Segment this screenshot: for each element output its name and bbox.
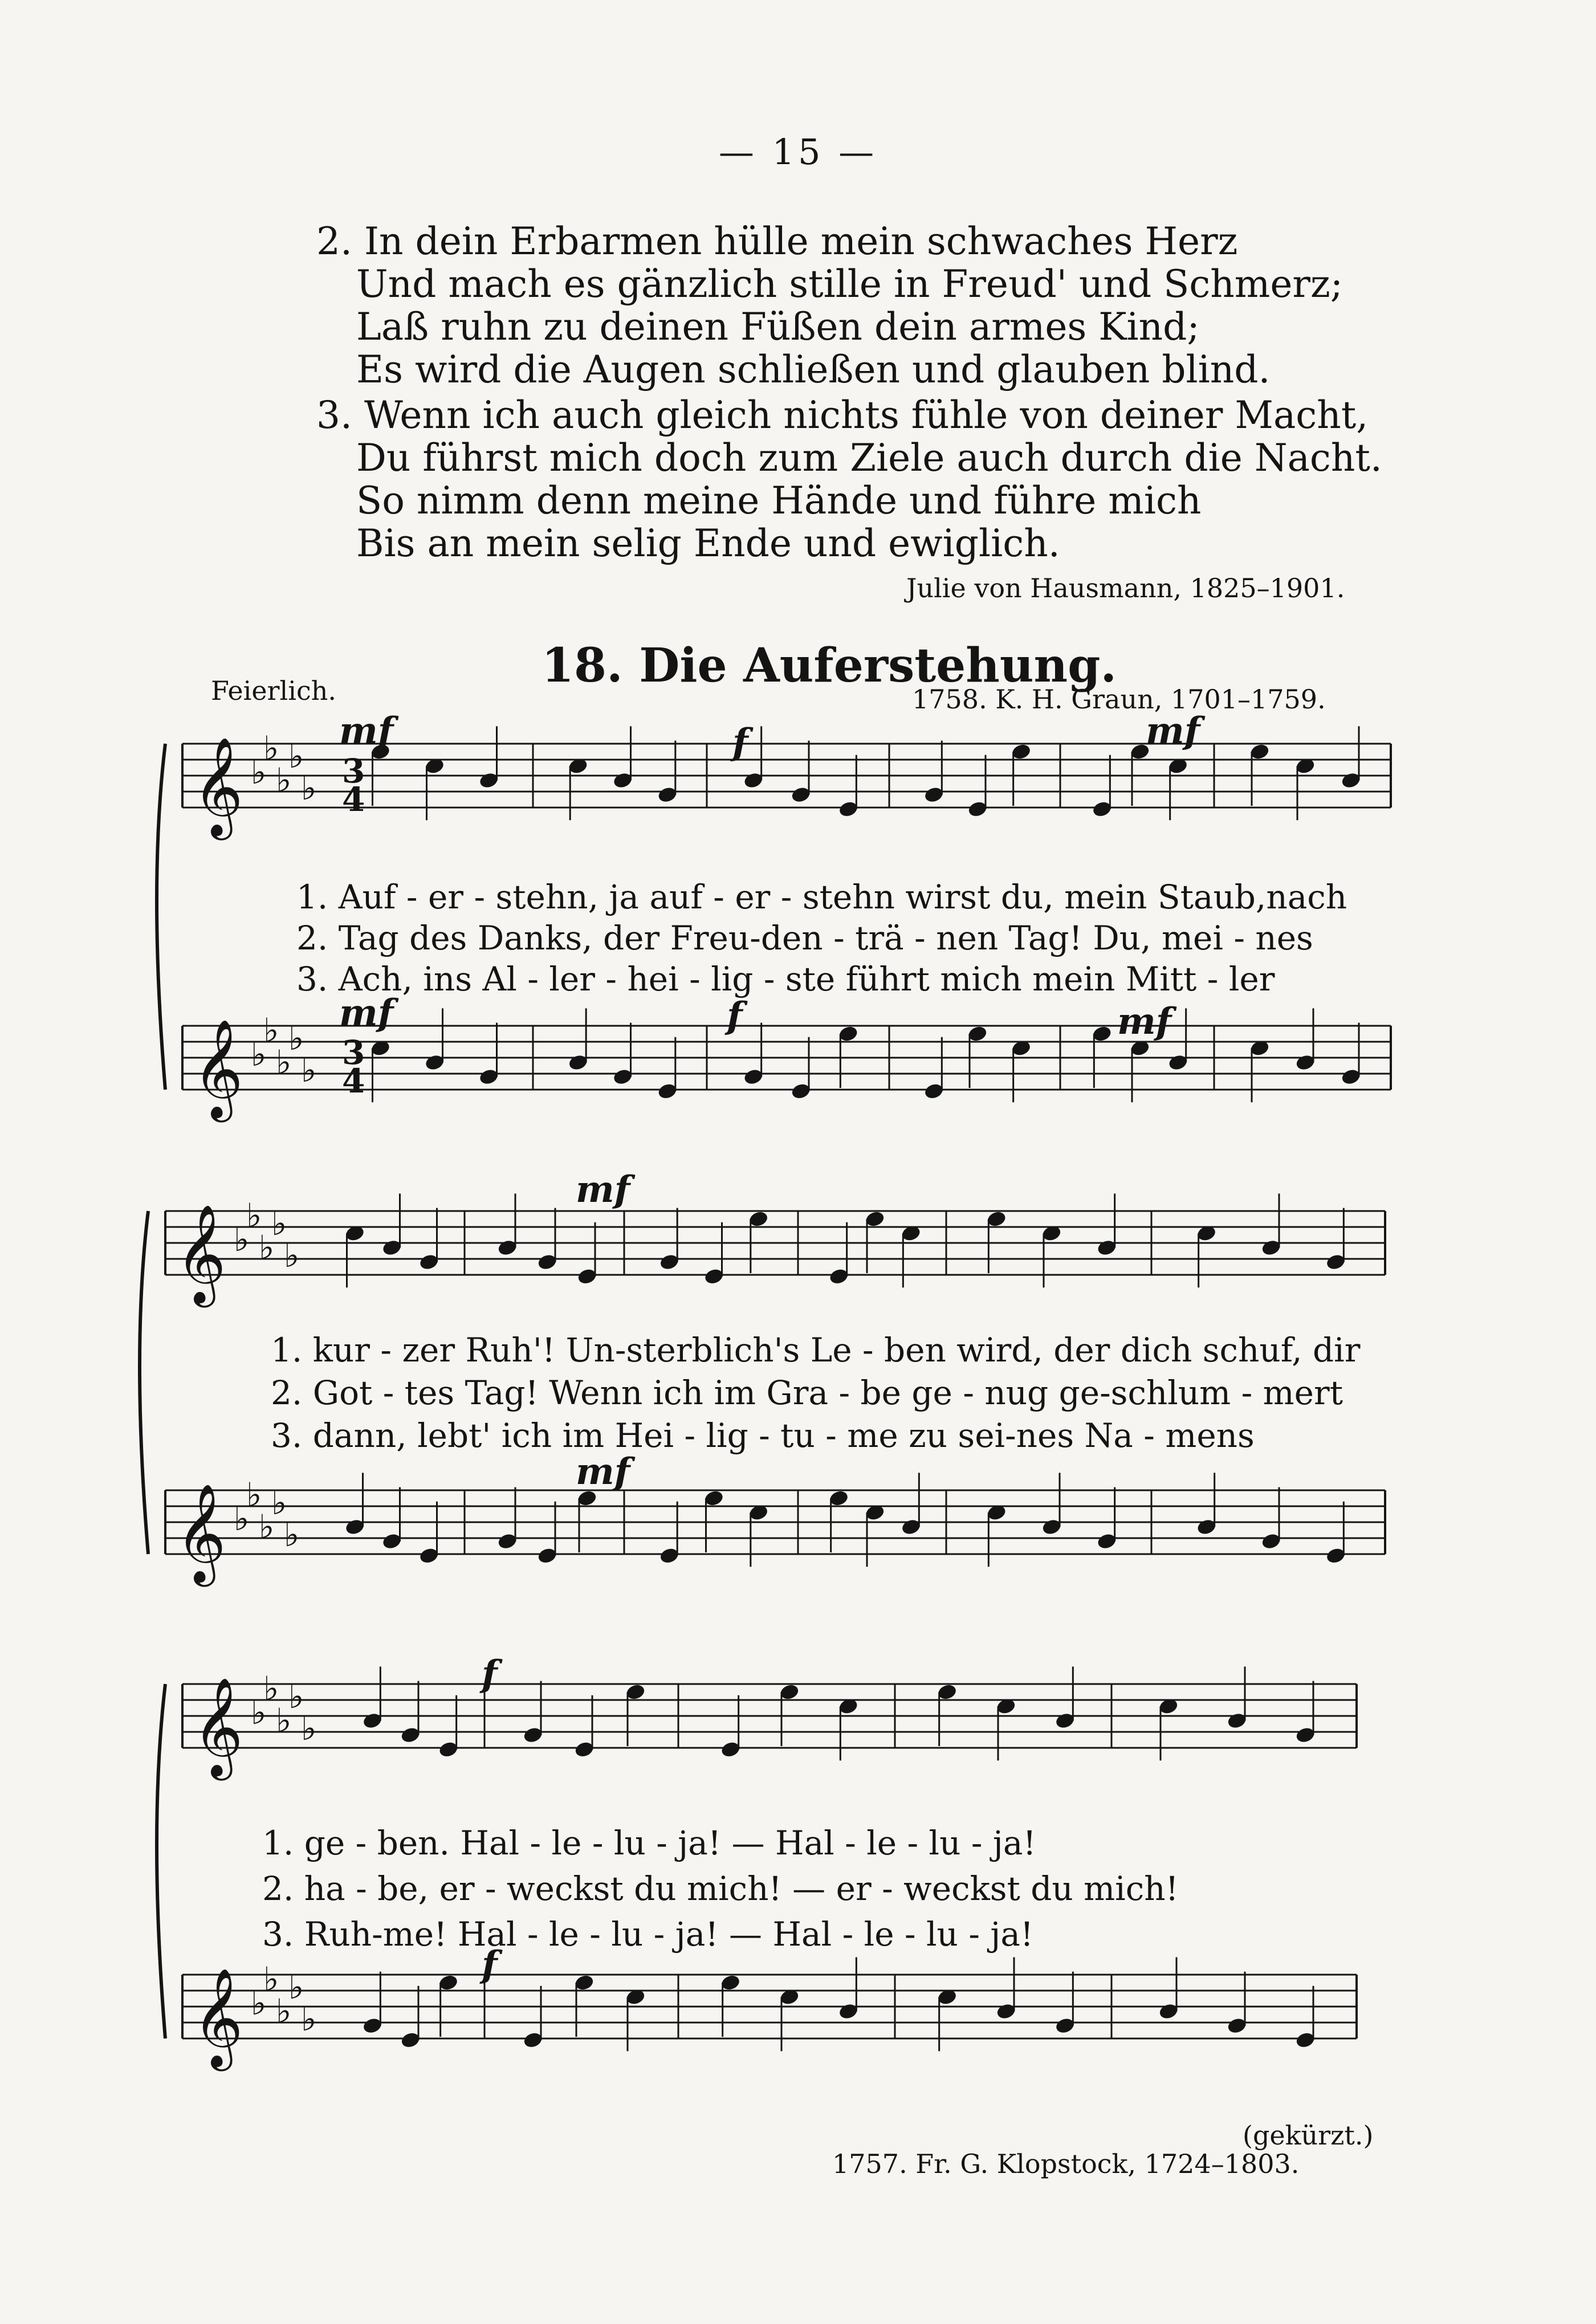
dynamic-mf: mf (576, 1168, 630, 1211)
flat-sign-icon: ♭ (259, 1228, 275, 1267)
flat-sign-icon: ♭ (251, 1984, 267, 2023)
dynamic-mf: mf (339, 710, 394, 752)
treble-clef-icon: 𝄞 (193, 1968, 243, 2067)
flat-sign-icon: ♭ (276, 761, 292, 800)
treble-clef-icon: 𝄞 (193, 737, 243, 836)
flat-sign-icon: ♭ (301, 2000, 317, 2038)
lyric-line: 3. Ach, ins Al - ler - hei - lig - ste führt mich mein Mitt - ler (296, 960, 1275, 998)
abridged-note: (gekürzt.) (1243, 2120, 1374, 2151)
verse-line: Bis an mein selig Ende und ewiglich. (356, 521, 1060, 565)
system-brace (157, 744, 165, 1090)
flat-sign-icon: ♭ (234, 1499, 250, 1538)
poet-credit: 1757. Fr. G. Klopstock, 1724–1803. (832, 2148, 1300, 2179)
time-signature-top-staff (342, 752, 365, 819)
system-brace (157, 1684, 165, 2038)
verse-line: 2. In dein Erbarmen hülle mein schwaches Herz (316, 219, 1238, 263)
dynamic-f: f (482, 1943, 498, 1986)
time-sig-denominator: 4 (342, 1062, 365, 1100)
flat-sign-icon: ♭ (284, 1515, 300, 1554)
lyric-line: 1. Auf - er - stehn, ja auf - er - stehn wirst du, mein Staub,nach (296, 878, 1347, 916)
flat-sign-icon: ♭ (288, 1677, 304, 1716)
flat-sign-icon: ♭ (288, 737, 304, 776)
flat-sign-icon: ♭ (259, 1507, 275, 1546)
hymn-title: 18. Die Auferstehung. (542, 638, 1117, 693)
flat-sign-icon: ♭ (246, 1475, 262, 1514)
dynamic-f: f (732, 721, 748, 764)
verse-line: Und mach es gänzlich stille in Freud' und Schmerz; (356, 262, 1343, 306)
treble-clef-icon: 𝄞 (193, 1677, 243, 1776)
verse-line: So nimm denn meine Hände und führe mich (356, 479, 1202, 523)
treble-clef-icon: 𝄞 (176, 1204, 226, 1303)
flat-sign-icon: ♭ (246, 1196, 262, 1235)
flat-sign-icon: ♭ (251, 1693, 267, 1732)
dynamic-f: f (482, 1653, 498, 1695)
composer-credit: 1758. K. H. Graun, 1701–1759. (912, 684, 1326, 715)
flat-sign-icon: ♭ (271, 1204, 287, 1243)
verse-line: 3. Wenn ich auch gleich nichts fühle von deiner Macht, (316, 393, 1369, 437)
dynamic-mf: mf (1146, 710, 1200, 752)
flat-sign-icon: ♭ (234, 1220, 250, 1259)
lyric-line: 2. ha - be, er - weckst du mich! — er - weckst du mich! (262, 1869, 1179, 1908)
flat-sign-icon: ♭ (288, 1019, 304, 1058)
flat-sign-icon: ♭ (263, 1669, 279, 1708)
treble-clef-icon: 𝄞 (193, 1019, 243, 1118)
flat-sign-icon: ♭ (263, 1960, 279, 1999)
system-brace (140, 1211, 148, 1554)
tempo-marking: Feierlich. (211, 675, 336, 706)
dynamic-mf: mf (576, 1450, 630, 1493)
flat-sign-icon: ♭ (301, 1709, 317, 1748)
flat-sign-icon: ♭ (276, 1992, 292, 2031)
flat-sign-icon: ♭ (276, 1043, 292, 1082)
flat-sign-icon: ♭ (284, 1236, 300, 1275)
flat-sign-icon: ♭ (271, 1483, 287, 1522)
time-sig-denominator: 4 (342, 780, 365, 819)
treble-clef-icon: 𝄞 (176, 1483, 226, 1583)
verse-line: Laß ruhn zu deinen Füßen dein armes Kind; (356, 305, 1200, 349)
dynamic-mf: mf (1117, 1000, 1172, 1043)
lyric-line: 3. Ruh-me! Hal - le - lu - ja! — Hal - le - lu - ja! (262, 1915, 1034, 1954)
dynamic-mf: mf (339, 992, 394, 1034)
lyric-line: 1. ge - ben. Hal - le - lu - ja! — Hal - le - lu - ja! (262, 1824, 1036, 1862)
time-sig-numerator: 3 (342, 1033, 365, 1072)
time-sig-numerator: 3 (342, 752, 365, 790)
time-signature-bottom-staff (342, 1033, 365, 1100)
flat-sign-icon: ♭ (288, 1968, 304, 2007)
page-number: — 15 — (718, 131, 878, 173)
lyric-line: 3. dann, lebt' ich im Hei - lig - tu - me zu sei-nes Na - mens (271, 1416, 1255, 1455)
verse-line: Du führst mich doch zum Ziele auch durch die Nacht. (356, 436, 1382, 480)
lyric-line: 2. Tag des Danks, der Freu-den - trä - nen Tag! Du, mei - nes (296, 919, 1313, 957)
flat-sign-icon: ♭ (301, 769, 317, 808)
flat-sign-icon: ♭ (276, 1701, 292, 1740)
lyric-line: 2. Got - tes Tag! Wenn ich im Gra - be ge - nug ge-schlum - mert (271, 1373, 1343, 1412)
flat-sign-icon: ♭ (251, 1035, 267, 1074)
prev-hymn-author: Julie von Hausmann, 1825–1901. (906, 573, 1345, 604)
flat-sign-icon: ♭ (251, 753, 267, 792)
flat-sign-icon: ♭ (263, 729, 279, 768)
dynamic-f: f (727, 994, 743, 1037)
lyric-line: 1. kur - zer Ruh'! Un-sterblich's Le - ben wird, der dich schuf, dir (271, 1331, 1361, 1369)
verse-line: Es wird die Augen schließen und glauben blind. (356, 348, 1271, 392)
flat-sign-icon: ♭ (301, 1051, 317, 1090)
flat-sign-icon: ♭ (263, 1011, 279, 1050)
